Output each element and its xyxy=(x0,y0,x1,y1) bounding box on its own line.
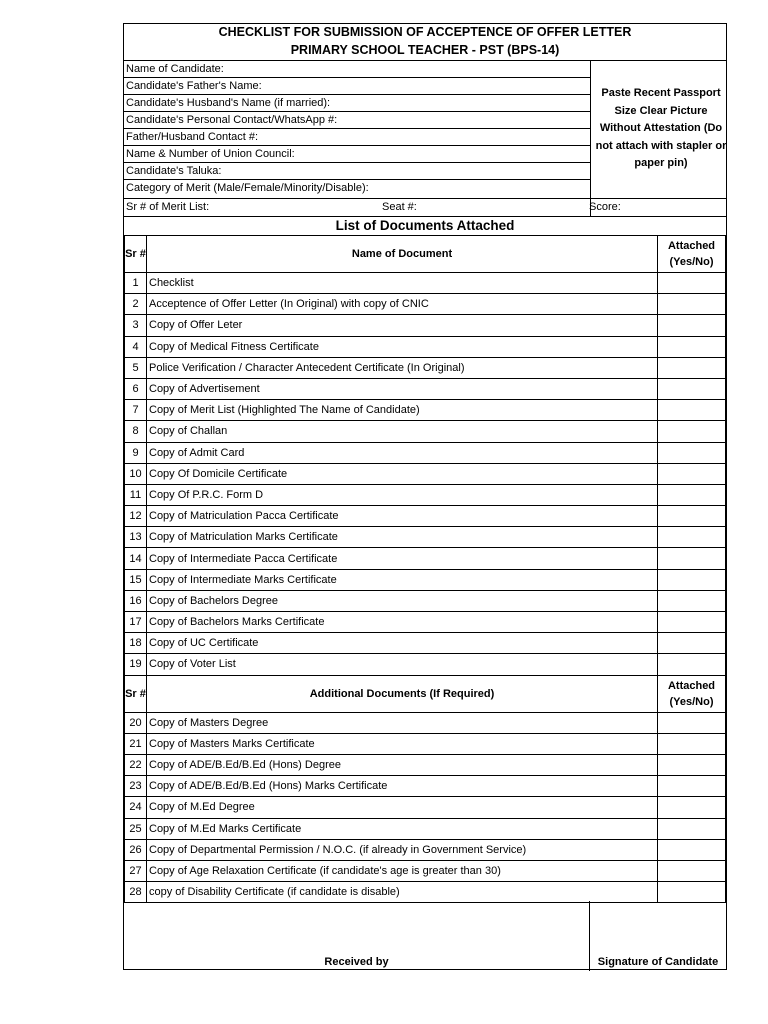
attached-checkbox[interactable] xyxy=(658,463,726,484)
attached-checkbox[interactable] xyxy=(658,776,726,797)
attached-checkbox[interactable] xyxy=(658,882,726,903)
row-number: 6 xyxy=(125,378,147,399)
table-row xyxy=(125,357,726,378)
candidate-field[interactable]: Candidate's Father's Name: xyxy=(126,80,262,92)
attached-checkbox[interactable] xyxy=(658,590,726,611)
header-attached: Attached (Yes/No) xyxy=(658,236,726,273)
table-row xyxy=(125,776,726,797)
row-number: 19 xyxy=(125,654,147,675)
document-name: Copy of M.Ed Marks Certificate xyxy=(147,818,658,839)
row-number: 22 xyxy=(125,754,147,775)
row-number: 26 xyxy=(125,839,147,860)
candidate-field[interactable]: Candidate's Taluka: xyxy=(126,165,222,177)
header-name: Name of Document xyxy=(147,236,658,273)
table-header-row xyxy=(125,236,726,273)
document-name: Copy of ADE/B.Ed/B.Ed (Hons) Marks Certificate xyxy=(147,776,658,797)
candidate-field[interactable]: Candidate's Husband's Name (if married): xyxy=(126,97,331,109)
table-row xyxy=(125,506,726,527)
attached-checkbox[interactable] xyxy=(658,442,726,463)
title-line-2: PRIMARY SCHOOL TEACHER - PST (BPS-14) xyxy=(290,43,560,57)
candidate-field[interactable]: Name & Number of Union Council: xyxy=(126,148,295,160)
divider xyxy=(590,60,591,216)
table-row xyxy=(125,797,726,818)
row-number: 27 xyxy=(125,860,147,881)
table-row xyxy=(125,421,726,442)
row-number: 3 xyxy=(125,315,147,336)
attached-checkbox[interactable] xyxy=(658,839,726,860)
table-row xyxy=(125,548,726,569)
attached-checkbox[interactable] xyxy=(658,860,726,881)
candidate-field[interactable]: Candidate's Personal Contact/WhatsApp #: xyxy=(126,114,338,126)
document-name: Copy of Departmental Permission / N.O.C. (if already in Government Service) xyxy=(147,839,658,860)
table-row xyxy=(125,442,726,463)
table-row xyxy=(125,633,726,654)
row-number: 25 xyxy=(125,818,147,839)
table-row xyxy=(125,590,726,611)
document-name: Copy of Intermediate Pacca Certificate xyxy=(147,548,658,569)
header-sr: Sr # xyxy=(125,236,147,273)
document-name: Copy Of P.R.C. Form D xyxy=(147,484,658,505)
table-row xyxy=(125,294,726,315)
attached-checkbox[interactable] xyxy=(658,733,726,754)
attached-checkbox[interactable] xyxy=(658,633,726,654)
attached-checkbox[interactable] xyxy=(658,273,726,294)
document-name: Copy of Bachelors Marks Certificate xyxy=(147,612,658,633)
attached-checkbox[interactable] xyxy=(658,378,726,399)
table-row xyxy=(125,754,726,775)
row-number: 23 xyxy=(125,776,147,797)
row-number: 5 xyxy=(125,357,147,378)
attached-checkbox[interactable] xyxy=(658,527,726,548)
row-number: 1 xyxy=(125,273,147,294)
candidate-field[interactable]: Category of Merit (Male/Female/Minority/Disable): xyxy=(126,182,369,194)
table-row xyxy=(125,612,726,633)
photo-box[interactable]: Paste Recent Passport Size Clear Picture Without Attestation (Do not attach with stapler or paper pin) xyxy=(595,87,727,170)
merit-row xyxy=(124,198,726,216)
table-row xyxy=(125,484,726,505)
attached-checkbox[interactable] xyxy=(658,797,726,818)
document-name: Copy of Challan xyxy=(147,421,658,442)
attached-checkbox[interactable] xyxy=(658,548,726,569)
table-row xyxy=(125,733,726,754)
table-header-row xyxy=(125,675,726,712)
received-by[interactable]: Received by xyxy=(124,901,590,971)
document-name: Copy of Admit Card xyxy=(147,442,658,463)
row-number: 15 xyxy=(125,569,147,590)
list-heading: List of Documents Attached xyxy=(335,218,515,233)
candidate-field[interactable]: Father/Husband Contact #: xyxy=(126,131,259,143)
table-row xyxy=(125,712,726,733)
document-name: Copy of Bachelors Degree xyxy=(147,590,658,611)
table-row xyxy=(125,882,726,903)
attached-checkbox[interactable] xyxy=(658,712,726,733)
document-name: Copy of Offer Leter xyxy=(147,315,658,336)
header-attached: Attached (Yes/No) xyxy=(658,675,726,712)
document-name: Copy of Intermediate Marks Certificate xyxy=(147,569,658,590)
table-row xyxy=(125,273,726,294)
table-row xyxy=(125,315,726,336)
table-row xyxy=(125,860,726,881)
document-name: Copy of Advertisement xyxy=(147,378,658,399)
table-row xyxy=(125,527,726,548)
document-name: Copy of Voter List xyxy=(147,654,658,675)
header-sr: Sr # xyxy=(125,675,147,712)
attached-checkbox[interactable] xyxy=(658,754,726,775)
signature-section xyxy=(124,901,726,971)
document-name: Copy of Age Relaxation Certificate (if candidate's age is greater than 30) xyxy=(147,860,658,881)
table-row xyxy=(125,569,726,590)
row-number: 8 xyxy=(125,421,147,442)
row-number: 2 xyxy=(125,294,147,315)
table-row xyxy=(125,654,726,675)
document-name: Copy of Matriculation Marks Certificate xyxy=(147,527,658,548)
attached-checkbox[interactable] xyxy=(658,357,726,378)
title-line-1: CHECKLIST FOR SUBMISSION OF ACCEPTENCE OF OFFER LETTER xyxy=(218,25,632,39)
row-number: 28 xyxy=(125,882,147,903)
document-name: Acceptence of Offer Letter (In Original) with copy of CNIC xyxy=(147,294,658,315)
attached-checkbox[interactable] xyxy=(658,612,726,633)
documents-table xyxy=(124,235,726,903)
checklist-sheet xyxy=(123,23,727,970)
attached-checkbox[interactable] xyxy=(658,506,726,527)
candidate-field[interactable]: Name of Candidate: xyxy=(126,63,224,75)
row-number: 13 xyxy=(125,527,147,548)
row-number: 7 xyxy=(125,400,147,421)
attached-checkbox[interactable] xyxy=(658,484,726,505)
document-name: Copy of Masters Degree xyxy=(147,712,658,733)
row-number: 20 xyxy=(125,712,147,733)
seat-field[interactable]: Seat #: xyxy=(382,201,417,213)
attached-checkbox[interactable] xyxy=(658,294,726,315)
candidate-signature[interactable]: Signature of Candidate xyxy=(597,956,719,968)
attached-checkbox[interactable] xyxy=(658,421,726,442)
row-number: 24 xyxy=(125,797,147,818)
document-name: Copy Of Domicile Certificate xyxy=(147,463,658,484)
row-number: 4 xyxy=(125,336,147,357)
document-name: Copy of Matriculation Pacca Certificate xyxy=(147,506,658,527)
document-name: copy of Disability Certificate (if candidate is disable) xyxy=(147,882,658,903)
document-name: Copy of UC Certificate xyxy=(147,633,658,654)
attached-checkbox[interactable] xyxy=(658,315,726,336)
document-name: Copy of M.Ed Degree xyxy=(147,797,658,818)
attached-checkbox[interactable] xyxy=(658,654,726,675)
table-row xyxy=(125,400,726,421)
attached-checkbox[interactable] xyxy=(658,818,726,839)
header-name: Additional Documents (If Required) xyxy=(147,675,658,712)
document-name: Copy of ADE/B.Ed/B.Ed (Hons) Degree xyxy=(147,754,658,775)
row-number: 12 xyxy=(125,506,147,527)
row-number: 21 xyxy=(125,733,147,754)
table-row xyxy=(125,818,726,839)
table-row xyxy=(125,839,726,860)
document-name: Checklist xyxy=(147,273,658,294)
document-name: Copy of Merit List (Highlighted The Name of Candidate) xyxy=(147,400,658,421)
attached-checkbox[interactable] xyxy=(658,336,726,357)
row-number: 10 xyxy=(125,463,147,484)
row-number: 18 xyxy=(125,633,147,654)
row-number: 14 xyxy=(125,548,147,569)
table-row xyxy=(125,463,726,484)
table-row xyxy=(125,378,726,399)
attached-checkbox[interactable] xyxy=(658,400,726,421)
row-number: 9 xyxy=(125,442,147,463)
score-field[interactable]: Score: xyxy=(589,201,621,213)
document-name: Copy of Masters Marks Certificate xyxy=(147,733,658,754)
row-number: 17 xyxy=(125,612,147,633)
table-row xyxy=(125,336,726,357)
row-number: 11 xyxy=(125,484,147,505)
document-name: Copy of Medical Fitness Certificate xyxy=(147,336,658,357)
document-name: Police Verification / Character Antecedent Certificate (In Original) xyxy=(147,357,658,378)
row-number: 16 xyxy=(125,590,147,611)
merit-list-field[interactable]: Sr # of Merit List: xyxy=(126,201,210,213)
attached-checkbox[interactable] xyxy=(658,569,726,590)
